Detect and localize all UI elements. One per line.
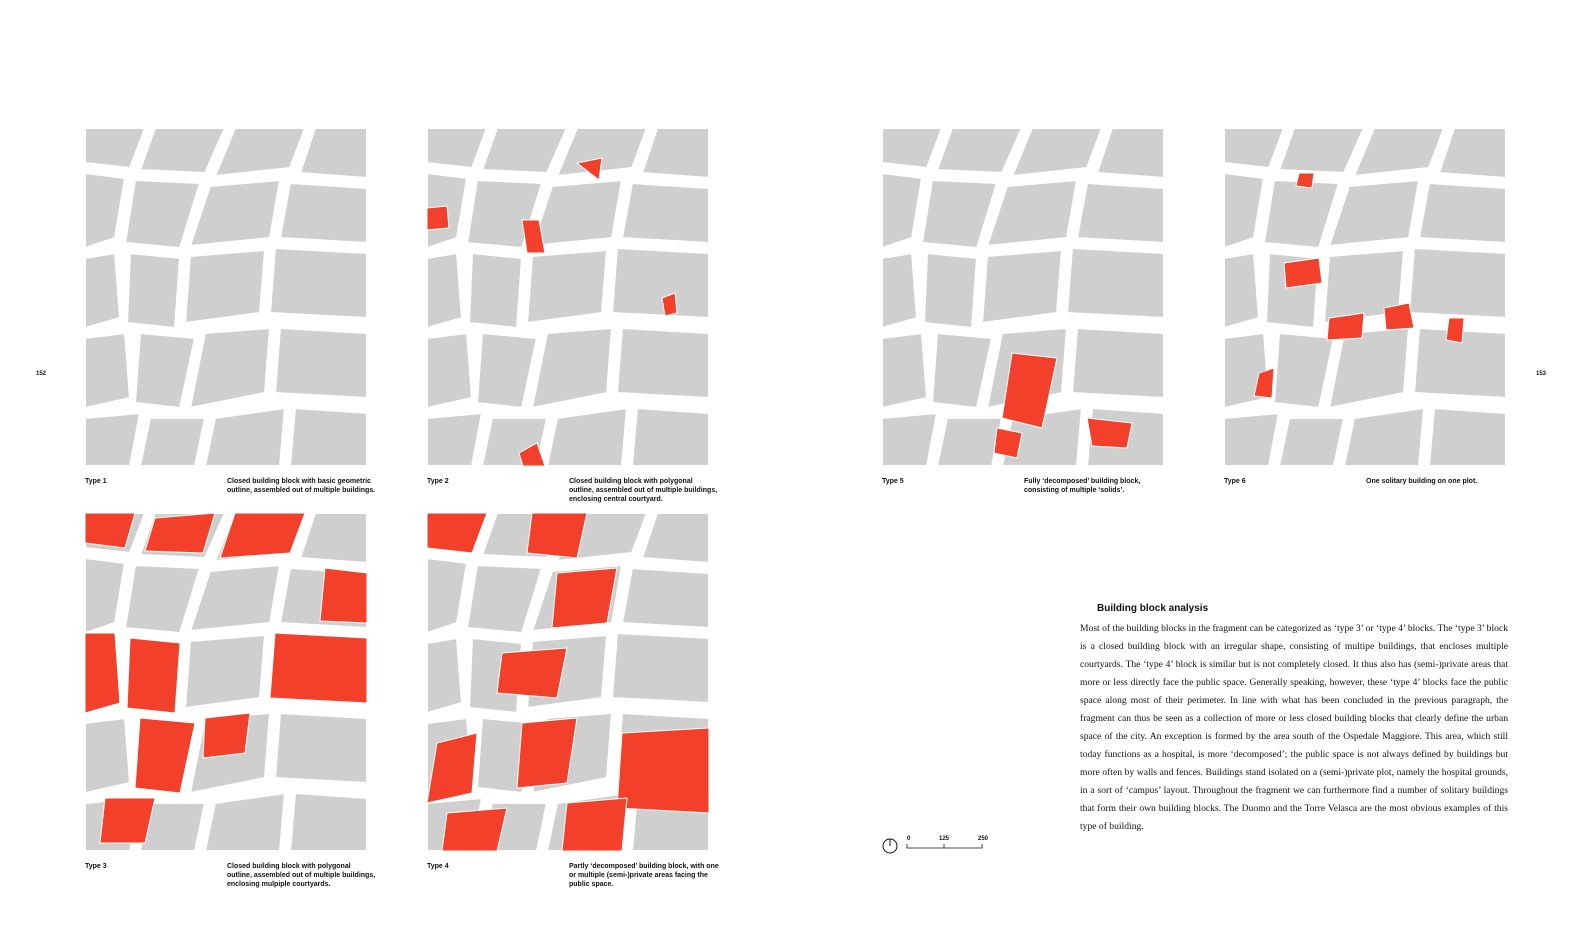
highlighted-block <box>1284 258 1322 288</box>
highlighted-block <box>1296 173 1314 188</box>
caption-description: Closed building block with polygonal outline, assembled out of multiple buildings, enclosing mulpiple courtyards. <box>227 863 376 888</box>
building-block <box>185 635 265 708</box>
building-block <box>1077 183 1164 243</box>
highlighted-block <box>617 728 709 813</box>
caption-description: Closed building block with polygonal outline, assembled out of multiple buildings, enclosing central courtyard. <box>569 478 718 503</box>
building-block <box>617 328 709 398</box>
building-block <box>185 250 265 323</box>
map-type-6 <box>1224 128 1506 466</box>
highlighted-block <box>1327 313 1364 340</box>
caption-type-label: Type 5 <box>882 478 904 485</box>
building-block <box>140 418 205 466</box>
building-block <box>290 408 367 466</box>
highlighted-block <box>85 633 120 713</box>
building-block <box>924 253 977 328</box>
highlighted-block <box>427 206 449 230</box>
building-block <box>1429 408 1506 466</box>
caption-description: One solitary building on one plot. <box>1366 478 1478 485</box>
north-arrow-icon <box>882 838 902 858</box>
caption-type-label: Type 6 <box>1224 478 1246 485</box>
building-block <box>427 253 462 328</box>
scale-label-125: 125 <box>939 836 950 842</box>
building-block <box>937 418 1002 466</box>
highlighted-block <box>127 638 180 713</box>
building-block <box>85 413 140 466</box>
highlighted-block <box>1087 418 1132 448</box>
building-block <box>622 183 709 243</box>
caption-type-label: Type 4 <box>427 863 449 870</box>
building-block <box>622 568 709 628</box>
building-block <box>1224 253 1259 328</box>
body-paragraph: Most of the building blocks in the fragment can be categorized as ‘type 3’ or ‘type 4’ blocks. The ‘type 3’ block is a closed building block with an irregular shape, consisting of multipe buildings, that encloses multiple courtyards. The ‘type 4’ block is similar but is not completely closed. It thus also has (semi-)private areas that more or less directly face the public space. Generally speaking, however, these ‘type 4’ blocks face the public space along most of their perimeter. In line with what has been concluded in the previous paragraph, the fragment can thus be seen as a collection of more or less closed building blocks that clearly define the urban space of the city. An exception is formed by the area south of the Ospedale Maggiore. This area, which still today functions as a hospital, is more ‘decomposed’; the public space is not always defined by buildings but more often by walls and fences. Buildings stand isolated on a (semi-)private plot, namely the hospital grounds, in a sort of ‘campus’ layout. Throughout the fragment we can furthermore find a number of solitary buildings that form their own building blocks. The Duomo and the Torre Velasca are the most obvious examples of this type of building. <box>1080 623 1508 832</box>
figure-ground-plan <box>85 513 367 851</box>
highlighted-block <box>517 718 577 788</box>
building-block <box>612 633 709 703</box>
building-block <box>1067 248 1164 318</box>
scale-label-0: 0 <box>907 836 911 842</box>
page-number-right: 153 <box>1536 371 1547 377</box>
map-type-1 <box>85 128 367 466</box>
scale-label-250: 250 <box>978 836 989 842</box>
caption-type-label: Type 3 <box>85 863 107 870</box>
page-number-left: 152 <box>36 371 47 377</box>
map-type-5 <box>882 128 1164 466</box>
building-block <box>469 253 522 328</box>
building-block <box>270 248 367 318</box>
building-block <box>1072 328 1164 398</box>
highlighted-block <box>100 798 155 843</box>
building-block <box>612 248 709 318</box>
section-heading: Building block analysis <box>1097 603 1209 614</box>
caption-type-label: Type 1 <box>85 478 107 485</box>
building-block <box>275 328 367 398</box>
highlighted-block <box>527 513 587 558</box>
building-block <box>427 638 462 713</box>
caption-description: Closed building block with basic geometric outline, assembled out of multiple buildings. <box>227 478 376 494</box>
building-block <box>527 250 607 323</box>
caption-description: Fully ‘decomposed’ building block, consisting of multiple ‘solids’. <box>1024 478 1141 494</box>
building-block <box>290 793 367 851</box>
highlighted-block <box>203 713 250 758</box>
highlighted-block <box>1446 318 1464 343</box>
building-block <box>882 333 927 408</box>
highlighted-block <box>497 648 567 698</box>
building-block <box>1279 418 1344 466</box>
highlighted-block <box>320 568 367 623</box>
map-type-4 <box>427 513 709 851</box>
building-block <box>427 413 482 466</box>
figure-ground-plan <box>427 128 709 466</box>
building-block <box>882 253 917 328</box>
scale-bar <box>882 836 992 856</box>
figure-ground-plan <box>85 128 367 466</box>
building-block <box>85 718 130 793</box>
building-block <box>127 253 180 328</box>
building-block <box>85 253 120 328</box>
highlighted-block <box>442 808 507 851</box>
highlighted-block <box>1384 303 1414 330</box>
highlighted-block <box>552 568 617 628</box>
figure-ground-plan <box>882 128 1164 466</box>
building-block <box>280 183 367 243</box>
building-block <box>1224 413 1279 466</box>
map-type-2 <box>427 128 709 466</box>
caption-description: Partly ‘decomposed’ building block, with one or multiple (semi-)private areas facing the public space. <box>569 863 719 888</box>
building-block <box>1419 183 1506 243</box>
building-block <box>1409 248 1506 318</box>
highlighted-block <box>562 798 627 851</box>
building-block <box>427 333 472 408</box>
building-block <box>275 713 367 783</box>
highlighted-block <box>994 428 1022 458</box>
caption-type-label: Type 2 <box>427 478 449 485</box>
building-block <box>882 413 937 466</box>
highlighted-block <box>270 633 367 703</box>
highlighted-block <box>145 513 215 553</box>
building-block <box>85 333 130 408</box>
building-block <box>982 250 1062 323</box>
figure-ground-plan <box>1224 128 1506 466</box>
building-block <box>632 408 709 466</box>
map-type-3 <box>85 513 367 851</box>
figure-ground-plan <box>427 513 709 851</box>
